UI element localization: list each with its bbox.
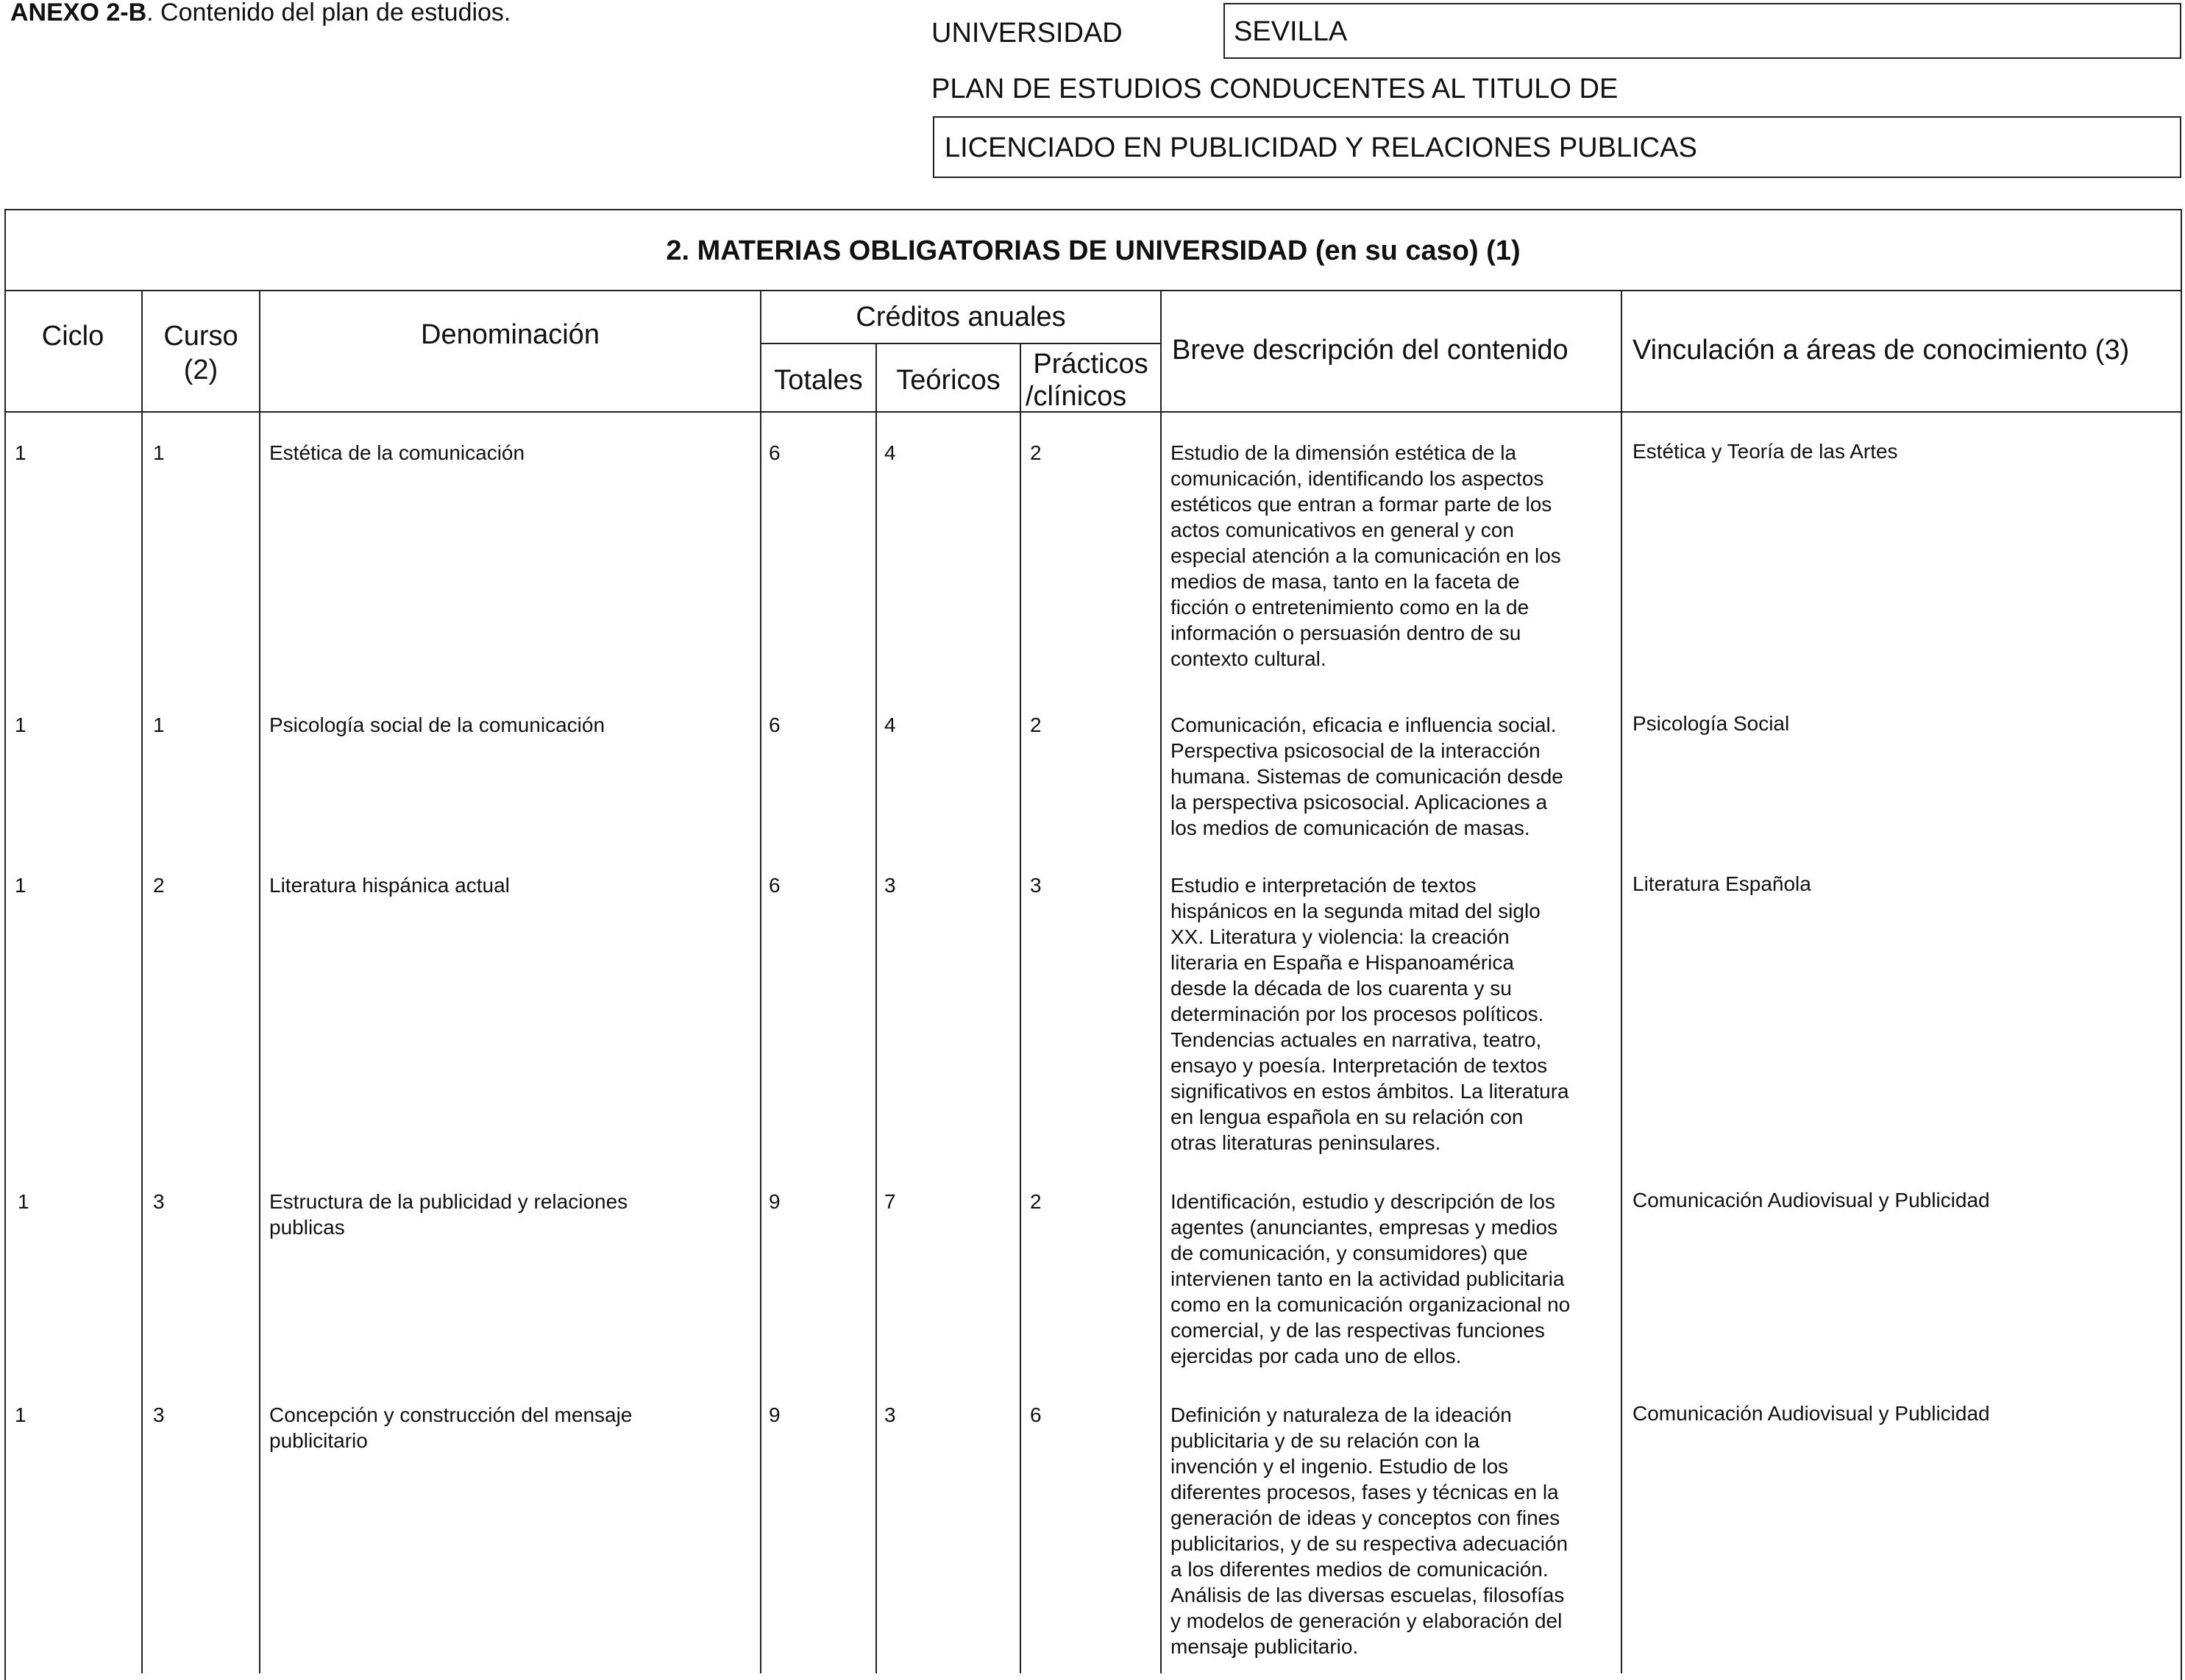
divider-curso-denominacion — [259, 291, 260, 1673]
cell-descripcion: Estudio de la dimensión estética de la comunicación, identificando los aspectos estéticos que entran a formar parte de los actos comunicativos en general y con especial atención a la comunicación en los medios de masa, tanto en la faceta de ficción o entretenimiento como en la de información o persuasión dentro de su contexto cultural. — [1170, 441, 1561, 670]
cell-ciclo: 1 — [18, 1190, 29, 1213]
cell-curso: 3 — [153, 1190, 165, 1213]
cell-practicos: 6 — [1030, 1403, 1042, 1426]
plan-label: PLAN DE ESTUDIOS CONDUCENTES AL TITULO DE — [931, 74, 1619, 104]
cell-descripcion: Definición y naturaleza de la ideación publicitaria y de su relación con la invención y el ingenio. Estudio de los diferentes procesos, fases y técnicas en la generación de ideas y conceptos con fines publicitarios, y de su respectiva adecuación a los diferentes medios de comunicación. Análisis de las diversas escuelas, filosofías y modelos de generación y elaboración del mensaje publicitario. — [1170, 1403, 1568, 1658]
cell-area: Psicología Social — [1632, 712, 1790, 735]
university-value: SEVILLA — [1223, 3, 2181, 59]
divider-ciclo-curso — [141, 291, 143, 1673]
cell-curso: 2 — [153, 874, 165, 897]
cell-totales: 9 — [769, 1190, 781, 1213]
cell-denominacion: Concepción y construcción del mensaje publicitario — [269, 1403, 633, 1452]
cell-totales: 6 — [769, 713, 781, 736]
cell-ciclo: 1 — [15, 874, 26, 897]
cell-area: Comunicación Audiovisual y Publicidad — [1632, 1189, 1990, 1211]
col-header-practicos: Prácticos — [1033, 349, 1148, 380]
col-header-ciclo: Ciclo — [41, 321, 104, 352]
cell-curso: 1 — [153, 441, 165, 464]
divider-totales-teoricos — [875, 343, 877, 1673]
cell-ciclo: 1 — [15, 1403, 26, 1426]
cell-curso: 3 — [153, 1403, 165, 1426]
cell-area: Literatura Española — [1632, 872, 1811, 895]
annex-text: . Contenido del plan de estudios. — [146, 0, 511, 26]
col-header-creditos: Créditos anuales — [856, 302, 1066, 332]
cell-teoricos: 7 — [884, 1190, 896, 1213]
cell-practicos: 2 — [1030, 713, 1042, 736]
university-label: UNIVERSIDAD — [931, 18, 1123, 49]
col-header-teoricos: Teóricos — [896, 365, 1001, 396]
cell-denominacion: Estructura de la publicidad y relaciones publicas — [269, 1190, 628, 1239]
col-header-clinicos: /clínicos — [1026, 381, 1127, 412]
cell-totales: 6 — [769, 874, 781, 897]
cell-curso: 1 — [153, 713, 165, 736]
divider-practicos-descripcion — [1160, 291, 1162, 1673]
cell-ciclo: 1 — [15, 441, 26, 464]
cell-teoricos: 4 — [884, 713, 896, 736]
creditos-subheader-line — [760, 343, 1162, 344]
cell-totales: 9 — [769, 1403, 781, 1426]
col-header-vinculacion: Vinculación a áreas de conocimiento (3) — [1632, 335, 2130, 366]
col-header-curso: Curso — [163, 321, 238, 352]
cell-ciclo: 1 — [15, 713, 26, 736]
cell-teoricos: 3 — [884, 874, 896, 897]
cell-descripcion: Comunicación, eficacia e influencia social. Perspectiva psicosocial de la interacción humana. Sistemas de comunicación desde la perspectiva psicosocial. Aplicaciones a los medios de comunicación de masas. — [1170, 713, 1563, 839]
divider-teoricos-practicos — [1020, 343, 1021, 1673]
col-header-totales: Totales — [774, 365, 863, 396]
col-header-denominacion: Denominación — [421, 319, 600, 350]
divider-denominacion-totales — [760, 291, 761, 1673]
cell-practicos: 2 — [1030, 441, 1042, 464]
cell-teoricos: 3 — [884, 1403, 896, 1426]
annex-heading — [10, 0, 511, 25]
cell-denominacion: Psicología social de la comunicación — [269, 713, 605, 736]
degree-title: LICENCIADO EN PUBLICIDAD Y RELACIONES PUBLICAS — [933, 116, 2181, 178]
cell-denominacion: Literatura hispánica actual — [269, 874, 510, 897]
cell-practicos: 2 — [1030, 1190, 1042, 1213]
subjects-table — [4, 209, 2182, 1680]
col-header-descripcion: Breve descripción del contenido — [1172, 335, 1568, 366]
section-title: 2. MATERIAS OBLIGATORIAS DE UNIVERSIDAD (en su caso) (1) — [4, 209, 2182, 291]
cell-descripcion: Identificación, estudio y descripción de los agentes (anunciantes, empresas y medios de comunicación, y consumidores) que intervienen tanto en la actividad publicitaria como en la comunicación organizacional no comercial, y de las respectivas funciones ejercidas por cada uno de ellos. — [1170, 1190, 1571, 1367]
cell-area: Comunicación Audiovisual y Publicidad — [1632, 1402, 1990, 1425]
cell-descripcion: Estudio e interpretación de textos hispánicos en la segunda mitad del siglo XX. Literatura y violencia: la creación literaria en España e Hispanoamérica desde la década de los cuarenta y su determinación por los procesos políticos. Tendencias actuales en narrativa, teatro, ensayo y poesía. Interpretación de textos significativos en estos ámbitos. La literatura en lengua española en su relación con otras literaturas peninsulares. — [1170, 874, 1569, 1154]
cell-area: Estética y Teoría de las Artes — [1632, 440, 1898, 463]
cell-denominacion: Estética de la comunicación — [269, 441, 525, 464]
cell-totales: 6 — [769, 441, 781, 464]
col-header-curso-note: (2) — [183, 355, 218, 385]
cell-practicos: 3 — [1030, 874, 1042, 897]
divider-descripcion-vinculacion — [1621, 291, 1622, 1673]
cell-teoricos: 4 — [884, 441, 896, 464]
annex-number: ANEXO 2-B — [10, 0, 147, 26]
